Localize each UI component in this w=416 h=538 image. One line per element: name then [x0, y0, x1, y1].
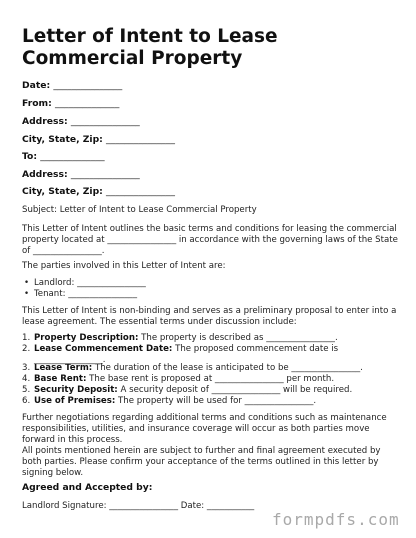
tenant-item [34, 289, 137, 300]
landlord-blank: ________________ [77, 278, 146, 288]
from-address-field [22, 116, 140, 128]
watermark-logo: formpdfs.com [272, 510, 400, 529]
term-number: 6. [22, 396, 31, 406]
to-field [22, 151, 105, 163]
term-number: 3. [22, 363, 31, 373]
term-text: The duration of the lease is anticipated to be ________________. [92, 363, 363, 373]
term-label: Security Deposit: [34, 385, 118, 395]
further-paragraph: Further negotiations regarding additional terms and conditions such as maintenance responsibilities, utilities, and insurance coverage will occur as both parties move forward in this process. [22, 413, 387, 445]
term-number: 1. [22, 333, 31, 343]
term-text: The proposed commencement date is ________________. [34, 344, 339, 365]
from-address-blank: _______________ [70, 116, 140, 127]
tenant-label: Tenant: [34, 289, 66, 299]
landlord-label: Landlord: [34, 278, 75, 288]
from-label: From: [22, 98, 52, 109]
allpoints-paragraph: All points mentioned herein are subject to further and final agreement executed by both parties. Please confirm your acceptance of the terms outlined in this letter by signing below. [22, 446, 381, 478]
agreed-heading: Agreed and Accepted by: [22, 482, 153, 493]
date-blank: _______________ [53, 80, 123, 91]
from-city-label: City, State, Zip: [22, 134, 103, 145]
to-city-field [22, 186, 175, 198]
tenant-blank: ________________ [68, 289, 137, 299]
term-item [22, 396, 400, 407]
nonbinding-paragraph: This Letter of Intent is non-binding and serves as a preliminary proposal to enter into a lease agreement. The essential terms under discussion include: [22, 306, 397, 327]
term-label: Base Rent: [34, 374, 87, 384]
term-number: 5. [22, 385, 31, 395]
term-number: 4. [22, 374, 31, 384]
from-field [22, 98, 119, 110]
term-text: A security deposit of ________________ will be required. [117, 385, 353, 395]
parties-intro: The parties involved in this Letter of Intent are: [22, 261, 226, 271]
term-text: The base rent is proposed at ________________ per month. [86, 374, 335, 384]
from-city-blank: _______________ [106, 134, 175, 145]
term-item [22, 333, 400, 344]
document-title: Letter of Intent to Lease Commercial Property [22, 26, 278, 69]
term-label: Lease Commencement Date: [34, 344, 173, 354]
to-address-label: Address: [22, 169, 68, 180]
to-address-field [22, 169, 140, 181]
term-item [22, 374, 400, 385]
term-label: Use of Premises: [34, 396, 116, 406]
signature-line: Landlord Signature: ________________ Date: ___________ [22, 501, 255, 511]
from-blank: ______________ [54, 98, 120, 109]
from-city-field [22, 134, 175, 146]
to-address-blank: _______________ [70, 169, 140, 180]
to-city-blank: _______________ [106, 186, 175, 197]
term-item [22, 363, 400, 374]
date-label: Date: [22, 80, 51, 91]
to-blank: ______________ [40, 151, 105, 162]
date-field [22, 80, 122, 92]
term-label: Property Description: [34, 333, 139, 343]
to-city-label: City, State, Zip: [22, 186, 103, 197]
subject-line: Subject: Letter of Intent to Lease Commercial Property [22, 205, 257, 215]
term-label: Lease Term: [34, 363, 93, 373]
term-item [22, 385, 400, 396]
term-text: The property is described as ________________. [138, 333, 338, 343]
landlord-item [34, 278, 146, 289]
to-label: To: [22, 151, 38, 162]
term-number: 2. [22, 344, 31, 354]
from-address-label: Address: [22, 116, 68, 127]
intro-paragraph: This Letter of Intent outlines the basic terms and conditions for leasing the commercial property located at ________________ in accordance with the governing laws of the State of ________________. [22, 224, 398, 256]
term-text: The property will be used for ________________. [115, 396, 317, 406]
